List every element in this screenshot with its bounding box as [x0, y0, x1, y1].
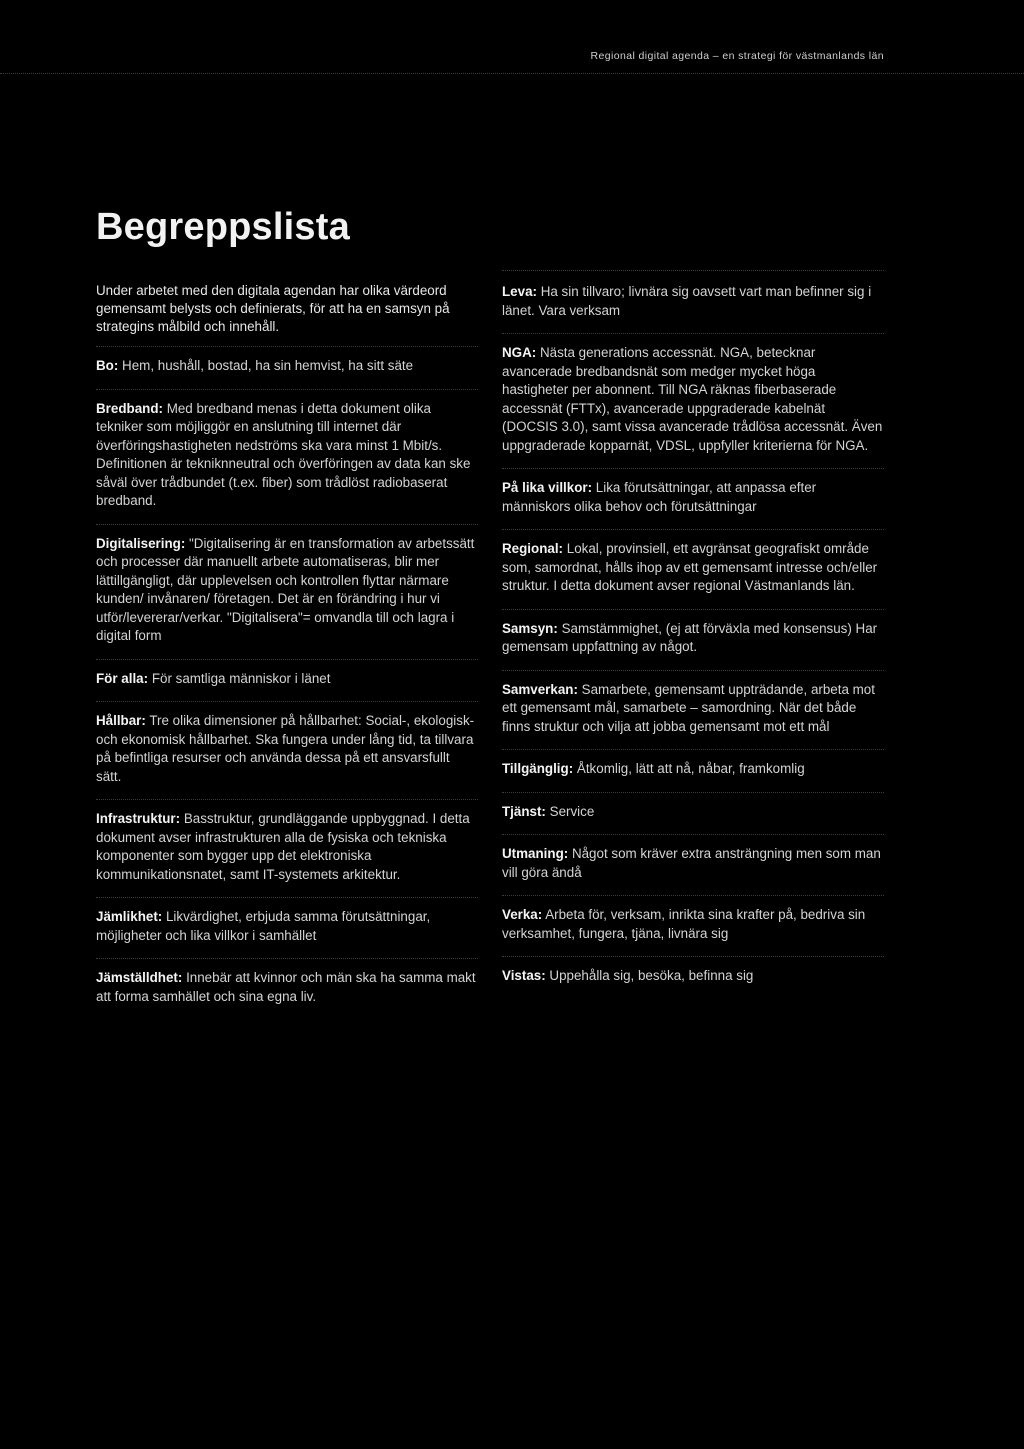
glossary-term: Tillgänglig: [502, 761, 574, 776]
glossary-entry-jamstalldhet [96, 959, 478, 1019]
glossary-entry-pa-lika-villkor [502, 469, 884, 530]
right-column [502, 270, 884, 999]
glossary-term: Hållbar: [96, 713, 146, 728]
glossary-term: På lika villkor: [502, 480, 593, 495]
intro-paragraph: Under arbetet med den digitala agendan har olika värdeord gemensamt belysts och definierats, för att ha en samsyn på strategins målbild och innehåll. [96, 282, 478, 347]
glossary-term: Bredband: [96, 400, 163, 416]
glossary-term: NGA: [502, 345, 537, 360]
glossary-entry-tillganglig [502, 750, 884, 793]
glossary-term: Leva: [502, 284, 537, 299]
glossary-term: För alla: [96, 670, 149, 686]
glossary-entry-infrastruktur [96, 800, 478, 898]
glossary-definition: Nästa generations accessnät. NGA, betecknar avancerade bredbandsnät som medger mycket höga hastigheter per abonnent. Till NGA räknas fiberbaserade accessnät (FTTx), avancerade uppgraderade kabelnät (DOCSIS 3.0), samt vissa avancerade trådlösa accessnät. Även uppgraderade kopparnät, VDSL, uppfyller kriterierna för NGA. [502, 345, 883, 453]
header-divider [0, 73, 1024, 74]
glossary-definition: Likvärdighet, erbjuda samma förutsättningar, möjligheter och lika villkor i samhället [96, 909, 431, 943]
glossary-definition: För samtliga människor i länet [151, 670, 331, 686]
glossary-entry-for-alla [96, 660, 478, 703]
left-column [96, 270, 478, 1019]
glossary-definition: Hem, hushåll, bostad, ha sin hemvist, ha sitt säte [122, 358, 414, 373]
glossary-term: Digitalisering: [96, 535, 186, 551]
glossary-term: Infrastruktur: [96, 811, 181, 826]
glossary-entry-samsyn [502, 610, 884, 671]
glossary-definition: Basstruktur, grundläggande uppbyggnad. I detta dokument avser infrastrukturen alla de fysiska och tekniska komponenter som bygger upp det elektroniska kommunikationsnatet, samt IT-systemets arkitektur. [96, 811, 470, 882]
glossary-definition: Uppehålla sig, besöka, befinna sig [549, 968, 754, 983]
glossary-entry-samverkan [502, 671, 884, 751]
glossary-definition: Service [549, 803, 595, 819]
glossary-definition: Samarbete, gemensamt uppträdande, arbeta mot ett gemensamt mål, samarbete – samordning. När det både finns struktur och vilja att jobba gemensamt mot ett mål [502, 681, 875, 734]
glossary-entry-bo [96, 347, 478, 390]
glossary-definition: Ha sin tillvaro; livnära sig oavsett vart man befinner sig i länet. Vara verksam [502, 284, 872, 318]
glossary-definition: "Digitalisering är en transformation av arbetssätt och processer där manuellt arbete automatiseras, blir mer lättillgängligt, där upplevelsen och kontrollen flyttar närmare kunden/ invånaren/ företagen. Det är en förändring i hur vi utför/levererar/verkar. "Digitalisera"= omvandla till och lagra i digital form [96, 535, 475, 643]
glossary-term: Regional: [502, 541, 564, 556]
page-title: Begreppslista [96, 206, 350, 248]
running-header: Regional digital agenda – en strategi för västmanlands län [590, 50, 884, 62]
glossary-entry-vistas [502, 957, 884, 999]
glossary-entry-hallbar [96, 702, 478, 800]
glossary-definition: Lokal, provinsiell, ett avgränsat geografiskt område som, samordnat, hålls ihop av ett gemensamt intresse och/eller struktur. I detta dokument avser regional Västmanlands län. [502, 541, 878, 593]
glossary-definition: Arbeta för, verksam, inrikta sina krafter på, bedriva sin verksamhet, fungera, tjäna, livnära sig [502, 907, 866, 941]
glossary-entry-leva [502, 270, 884, 334]
glossary-term: Verka: [502, 907, 543, 922]
glossary-entry-verka [502, 896, 884, 957]
glossary-entry-nga [502, 334, 884, 469]
glossary-term: Jämlikhet: [96, 909, 163, 924]
glossary-term: Jämställdhet: [96, 970, 183, 985]
glossary-definition: Något som kräver extra ansträngning men som man vill göra ändå [502, 846, 881, 880]
glossary-term: Tjänst: [502, 803, 546, 819]
glossary-entry-utmaning [502, 835, 884, 896]
glossary-entry-jamlikhet [96, 898, 478, 959]
glossary-definition: Åtkomlig, lätt att nå, nåbar, framkomlig [576, 761, 805, 776]
glossary-definition: Innebär att kvinnor och män ska ha samma makt att forma samhället och sina egna liv. [96, 970, 476, 1004]
glossary-term: Utmaning: [502, 846, 569, 861]
glossary-definition: Med bredband menas i detta dokument olika tekniker som möjliggör en anslutning till internet där överföringshastigheten nedströms ska vara minst 1 Mbit/s. Definitionen är tekniknneutral och överföringen av data kan ske såväl över trådbundet (t.ex. fiber) som trådlöst radiobaserat bredband. [96, 400, 471, 508]
glossary-term: Samverkan: [502, 681, 578, 697]
glossary-entry-bredband [96, 390, 478, 525]
glossary-definition: Lika förutsättningar, att anpassa efter människors olika behov och förutsättningar [502, 480, 817, 514]
glossary-term: Vistas: [502, 968, 546, 983]
glossary-entry-digitalisering [96, 525, 478, 660]
glossary-term: Samsyn: [502, 620, 558, 636]
glossary-term: Bo: [96, 358, 119, 373]
glossary-definition: Tre olika dimensioner på hållbarhet: Social-, ekologisk- och ekonomisk hållbarhet. Ska fungera under lång tid, ta tillvara på befintliga resurser och använda dessa på ett ansvarsfullt sätt. [96, 713, 475, 784]
glossary-entry-tjanst [502, 793, 884, 836]
glossary-definition: Samstämmighet, (ej att förväxla med konsensus) Har gemensam uppfattning av något. [502, 620, 878, 654]
glossary-entry-regional [502, 530, 884, 610]
